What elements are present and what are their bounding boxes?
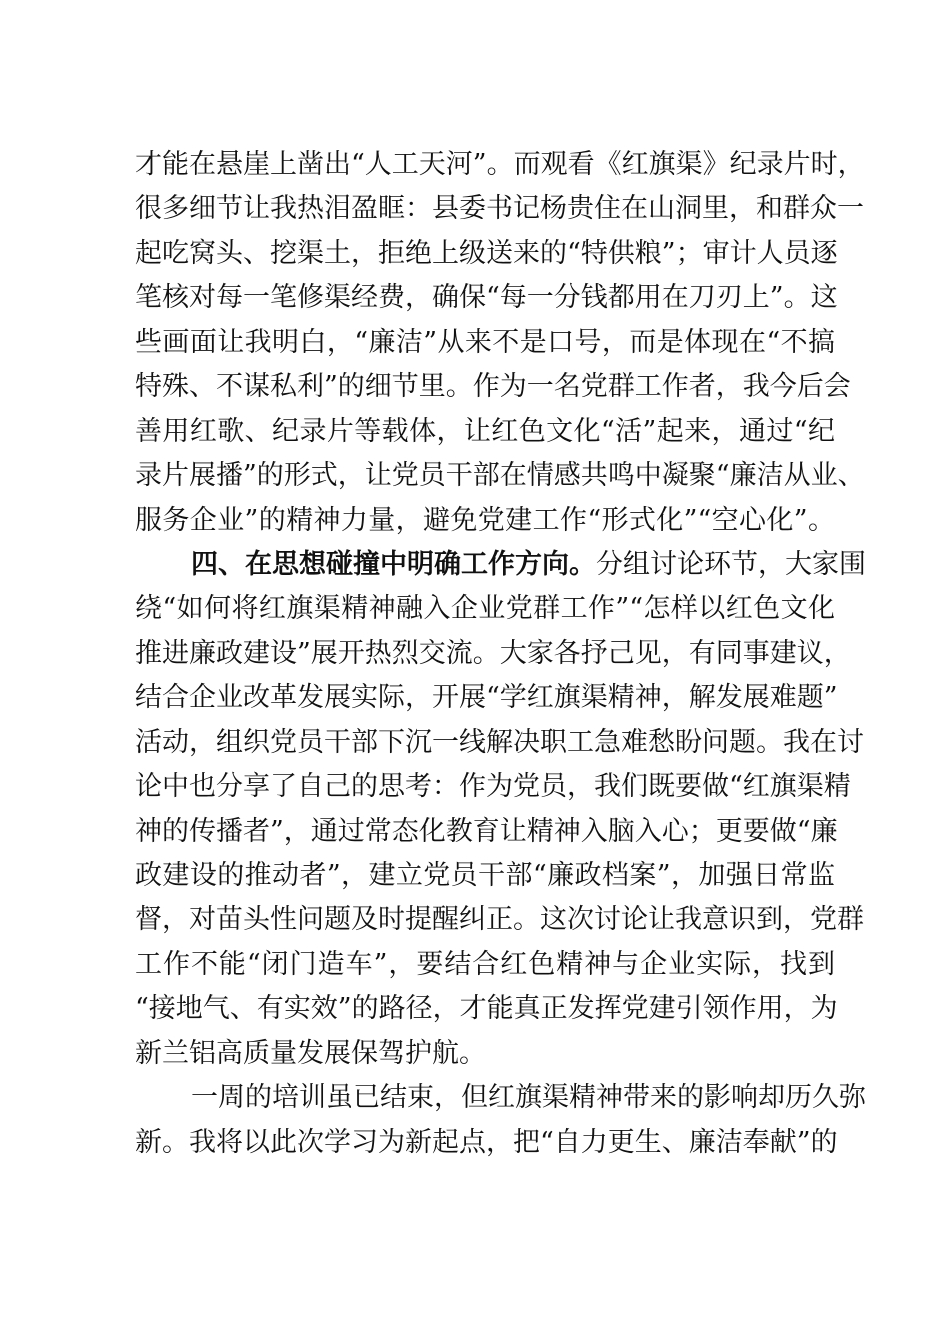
paragraph-2 (135, 543, 866, 1076)
text-line: 一周的培训虽已结束，但红旗渠精神带来的影响却历久弥 (191, 1082, 866, 1114)
text-line: 善用红歌、纪录片等载体，让红色文化“活”起来，通过“纪 (135, 415, 835, 447)
text-line: 很多细节让我热泪盈眶：县委书记杨贵住在山洞里，和群众一 (135, 193, 864, 225)
text-line: 服务企业”的精神力量，避免党建工作“形式化”“空心化”。 (135, 504, 835, 536)
text-line: 政建设的推动者”，建立党员干部“廉政档案”，加强日常监 (135, 860, 835, 891)
body-text (135, 143, 866, 1165)
text-line: 特殊、不谋私利”的细节里。作为一名党群工作者，我今后会 (135, 371, 851, 403)
text-line: 神的传播者”，通过常态化教育让精神入脑入心；更要做“廉 (135, 815, 838, 847)
text-line: 结合企业改革发展实际，开展“学红旗渠精神，解发展难题” (135, 682, 838, 714)
text-line: 活动，组织党员干部下沉一线解决职工急难愁盼问题。我在讨 (135, 726, 864, 758)
text-line: 笔核对每一笔修渠经费，确保“每一分钱都用在刀刃上”。这 (135, 282, 838, 314)
text-line: 新兰铝高质量发展保驾护航。 (135, 1037, 486, 1069)
text-line: 录片展播”的形式，让党员干部在情感共鸣中凝聚“廉洁从业、 (135, 460, 865, 492)
text-line: 论中也分享了自己的思考：作为党员，我们既要做“红旗渠精 (135, 771, 851, 803)
paragraph-3 (135, 1076, 866, 1165)
heading-line-rest: 分组讨论环节，大家围 (596, 548, 866, 580)
text-line: 才能在悬崖上凿出“人工天河”。而观看《红旗渠》纪录片时， (135, 149, 865, 180)
text-line: 绕“如何将红旗渠精神融入企业党群工作”“怎样以红色文化 (135, 593, 835, 625)
text-line: 推进廉政建设”展开热烈交流。大家各抒己见，有同事建议， (135, 637, 851, 669)
text-line: 些画面让我明白，“廉洁”从来不是口号，而是体现在“不搞 (135, 326, 835, 358)
text-line: 督，对苗头性问题及时提醒纠正。这次讨论让我意识到，党群 (135, 904, 864, 936)
section-heading: 四、在思想碰撞中明确工作方向。 (191, 548, 596, 580)
text-line (135, 543, 866, 587)
text-line: 起吃窝头、挖渠土，拒绝上级送来的“特供粮”；审计人员逐 (135, 237, 838, 269)
paragraph-1 (135, 143, 865, 543)
text-line: 新。我将以此次学习为新起点，把“自力更生、廉洁奉献”的 (135, 1126, 838, 1158)
text-line: 工作不能“闭门造车”，要结合红色精神与企业实际，找到 (135, 948, 835, 980)
text-line: “接地气、有实效”的路径，才能真正发挥党建引领作用，为 (135, 993, 838, 1025)
